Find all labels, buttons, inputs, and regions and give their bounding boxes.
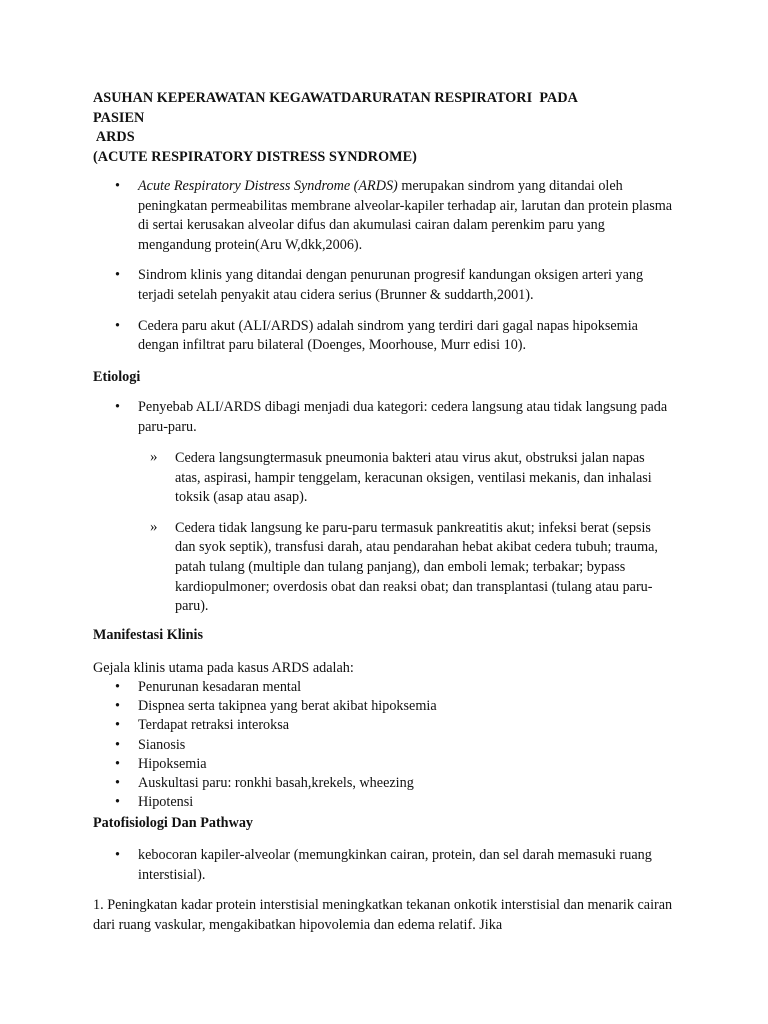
bullet-icon: •: [115, 267, 120, 284]
patofisiologi-heading: Patofisiologi Dan Pathway: [93, 815, 254, 831]
title-line-2: PASIEN: [93, 109, 145, 126]
etiologi-bullet-list: [115, 398, 675, 448]
etiologi-heading: Etiologi: [93, 369, 141, 385]
list-item: [115, 774, 675, 793]
double-chevron-icon: »: [150, 518, 158, 535]
bullet-icon: •: [115, 755, 120, 772]
list-item: [150, 519, 670, 617]
list-item: [115, 846, 675, 885]
title-line-4: (ACUTE RESPIRATORY DISTRESS SYNDROME): [93, 148, 417, 165]
bullet-icon: •: [115, 794, 120, 811]
symptom-text: Auskultasi paru: ronkhi basah,krekels, wheezing: [138, 775, 414, 792]
list-item: [115, 793, 675, 812]
bullet-icon: •: [115, 847, 120, 863]
manifestasi-heading: Manifestasi Klinis: [93, 627, 203, 643]
bullet-icon: •: [115, 736, 120, 753]
sub-item-text: Cedera tidak langsung ke paru-paru termasuk pankreatitis akut; infeksi berat (sepsis dan syok septik), transfusi darah, atau pendarahan hebat akibat cedera tubuh; trauma, patah tulang (multiple dan tulang panjang), dan emboli lemak; terbakar; bypass kardiopulmoner; overdosis obat dan reaksi obat; dan transplantasi (tulang atau paru-paru).: [175, 519, 658, 615]
bullet-icon: •: [115, 698, 120, 715]
ards-definition: merupakan sindrom yang ditandai oleh peningkatan permeabilitas membrane alveolar-kapiler terhadap air, larutan dan protein plasma di sertai kerusakan alveolar difus dan akumulasi cairan dalam perenkim paru yang mengandung protein(Aru W,dkk,2006).: [138, 178, 673, 253]
list-item: [115, 716, 675, 735]
list-item: [115, 317, 675, 356]
patofisiologi-bullet-list: [115, 846, 675, 896]
intro-item-text: Sindrom klinis yang ditandai dengan penurunan progresif kandungan oksigen arteri yang terjadi setelah penyakit atau cidera serius (Brunner & suddarth,2001).: [138, 267, 644, 303]
bullet-icon: •: [115, 679, 120, 695]
list-item: [115, 736, 675, 755]
symptom-text: Sianosis: [138, 736, 186, 753]
title-line-1: ASUHAN KEPERAWATAN KEGAWATDARURATAN RESPIRATORI PADA: [93, 90, 578, 106]
intro-bullet-list: [115, 177, 675, 367]
bullet-icon: •: [115, 178, 120, 194]
patofisiologi-paragraph: 1. Peningkatan kadar protein interstisial meningkatkan tekanan onkotik interstisial dan menarik cairan dari ruang vaskular, mengakibatkan hipovolemia dan edema relatif. Jika: [93, 897, 673, 933]
document-title: [93, 89, 693, 167]
manifestasi-intro: Gejala klinis utama pada kasus ARDS adalah:: [93, 660, 354, 676]
list-item: [115, 177, 675, 255]
symptom-text: Penurunan kesadaran mental: [138, 679, 302, 695]
list-item: [115, 678, 675, 697]
list-item: [115, 398, 675, 437]
symptom-text: Hipoksemia: [138, 755, 207, 772]
bullet-icon: •: [115, 399, 120, 415]
sub-item-text: Cedera langsungtermasuk pneumonia bakteri atau virus akut, obstruksi jalan napas atas, aspirasi, hampir tenggelam, keracunan oksigen, ventilasi mekanis, dan inhalasi toksik (asap atau asap).: [175, 450, 652, 506]
intro-item-text: Cedera paru akut (ALI/ARDS) adalah sindrom yang terdiri dari gagal napas hipoksemia dengan infiltrat paru bilateral (Doenges, Moorhouse, Murr edisi 10).: [138, 317, 638, 354]
list-item: [115, 697, 675, 716]
symptom-text: Dispnea serta takipnea yang berat akibat hipoksemia: [138, 698, 437, 715]
title-line-3: ARDS: [93, 129, 135, 146]
ards-term: Acute Respiratory Distress Syndrome (ARDS): [138, 178, 398, 194]
patofisiologi-bullet-text: kebocoran kapiler-alveolar (memungkinkan cairan, protein, dan sel darah memasuki ruang interstisial).: [138, 847, 652, 883]
symptom-text: Hipotensi: [138, 794, 194, 811]
etiologi-sub-list: [150, 449, 670, 628]
bullet-icon: •: [115, 317, 120, 334]
list-item: [115, 755, 675, 774]
bullet-icon: •: [115, 717, 120, 734]
etiologi-bullet-text: Penyebab ALI/ARDS dibagi menjadi dua kategori: cedera langsung atau tidak langsung pada paru-paru.: [138, 399, 668, 435]
list-item: [115, 266, 675, 305]
double-chevron-icon: »: [150, 449, 158, 465]
symptom-text: Terdapat retraksi interoksa: [138, 717, 290, 734]
bullet-icon: •: [115, 775, 120, 792]
manifestasi-list: [115, 678, 675, 812]
list-item: [150, 449, 670, 508]
